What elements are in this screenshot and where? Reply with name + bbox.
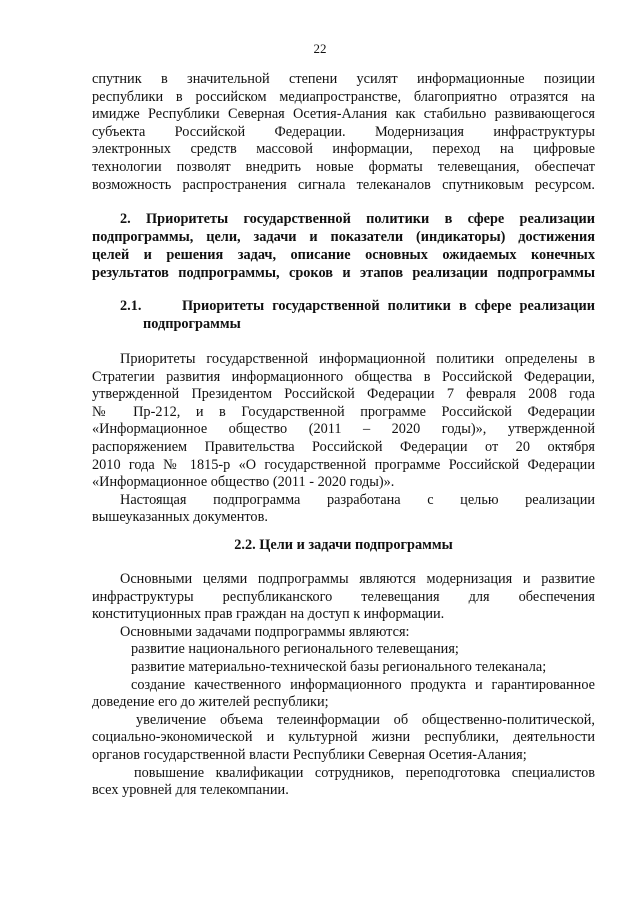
task-3-line-2: доведение его до жителей республики; — [92, 694, 329, 711]
goals-line-2: инфраструктуры республиканского телевещания для обеспечения — [92, 588, 595, 605]
intro-line-1: спутник в значительной степени усилят информационные позиции — [92, 71, 595, 87]
developed-line-2: вышеуказанных документов. — [92, 509, 268, 526]
section-2-1-heading-line-1: 2.1. Приоритеты государственной политики в сфере реализации — [120, 298, 595, 314]
priorities-line-4: № Пр-212, и в Государственной программе Российской Федерации — [92, 403, 595, 420]
section-2-heading-line-2: подпрограммы, цели, задачи и показатели (индикаторы) достижения — [92, 229, 595, 245]
priorities-line-7: 2010 года № 1815-р «О государственной программе Российской Федерации — [92, 456, 595, 473]
task-4-line-2: социально-экономической и культурной жизни республики, деятельности — [92, 729, 595, 746]
priorities-line-3: утвержденной Президентом Российской Федерации 7 февраля 2008 года — [92, 386, 595, 403]
task-5-line-2: всех уровней для телекомпании. — [92, 782, 289, 799]
intro-line-5: электронных средств массовой информации, переход на цифровые — [92, 141, 595, 158]
goals-line-1: Основными целями подпрограммы являются модернизация и развитие — [120, 571, 595, 587]
intro-line-3: имидже Республики Северная Осетия-Алания как стабильно развивающегося — [92, 106, 595, 123]
task-2: развитие материально-технической базы регионального телеканала; — [131, 659, 547, 675]
task-4-line-1: увеличение объема телеинформации об общественно-политической, — [136, 711, 595, 728]
priorities-line-8: «Информационное общество (2011 - 2020 годы)». — [92, 474, 395, 491]
intro-line-7: возможность распространения сигнала телеканалов спутниковым ресурсом. — [92, 176, 595, 193]
tasks-intro: Основными задачами подпрограммы являются: — [120, 623, 410, 640]
priorities-line-5: «Информационное общество (2011 – 2020 годы)», утвержденной — [92, 421, 595, 438]
section-2-heading-line-1: 2. Приоритеты государственной политики в сфере реализации — [120, 211, 595, 227]
task-3-line-1: создание качественного информационного продукта и гарантированное — [131, 676, 595, 693]
task-4-line-3: органов государственной власти Республики Северная Осетия-Алания; — [92, 747, 527, 763]
goals-line-3: конституционных прав граждан на доступ к информации. — [92, 606, 445, 623]
intro-line-2: республики в российском медиапространстве, благоприятно отразятся на — [92, 88, 595, 105]
task-1: развитие национального регионального телевещания; — [131, 641, 459, 658]
priorities-line-1: Приоритеты государственной информационной политики определены в — [120, 351, 595, 367]
developed-line-1: Настоящая подпрограмма разработана с целью реализации — [120, 491, 595, 508]
intro-line-4: субъекта Российской Федерации. Модернизация инфраструктуры — [92, 123, 595, 140]
intro-line-6: технологии позволят внедрить новые форматы телевещания, обеспечат — [92, 159, 595, 175]
section-2-heading-line-4: результатов подпрограммы, сроков и этапов реализации подпрограммы — [92, 265, 595, 281]
section-2-1-heading-line-2: подпрограммы — [143, 316, 241, 332]
section-2-2-heading: 2.2. Цели и задачи подпрограммы — [234, 537, 453, 553]
page-number: 22 — [313, 41, 327, 56]
section-2-heading-line-3: целей и решения задач, описание основных ожидаемых конечных — [92, 247, 595, 263]
priorities-line-2: Стратегии развития информационного общества в Российской Федерации, — [92, 368, 595, 385]
task-5-line-1: повышение квалификации сотрудников, переподготовка специалистов — [134, 764, 595, 781]
priorities-line-6: распоряжением Правительства Российской Федерации от 20 октября — [92, 439, 595, 455]
